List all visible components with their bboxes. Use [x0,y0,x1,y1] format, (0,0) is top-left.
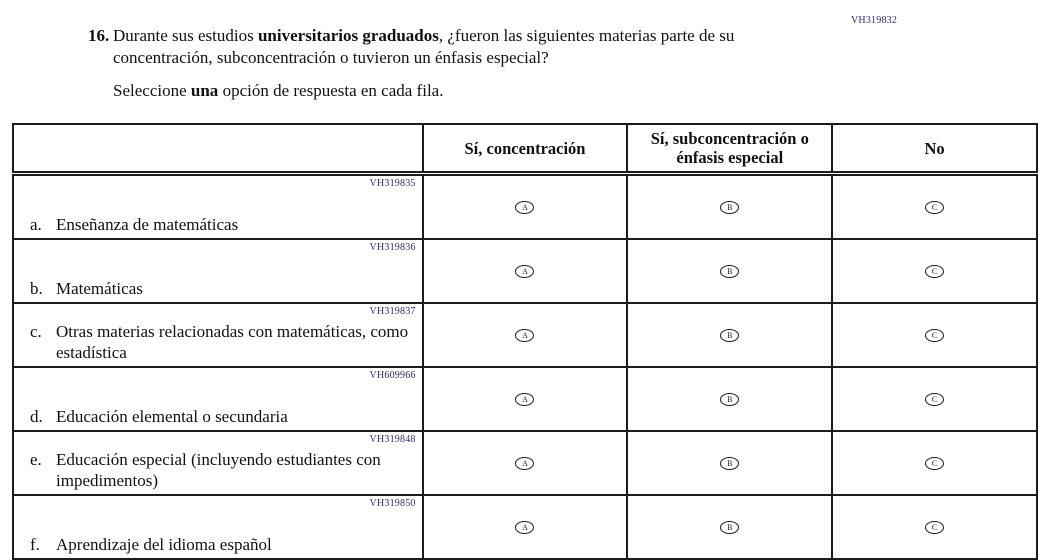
option-cell [832,239,1037,303]
row-text: Educación especial (incluyendo estudiantes con impedimentos) [56,450,381,490]
option-cell [627,367,832,431]
option-bubble-b-row-a[interactable]: B [720,201,739,214]
table-row-f [13,495,1037,559]
row-label-cell [13,431,423,495]
option-cell [423,367,628,431]
option-cell [627,431,832,495]
question-text [113,25,812,68]
row-accession-code: VH319836 [369,242,416,253]
option-cell [832,367,1037,431]
row-label-cell [13,303,423,367]
row-text: Matemáticas [56,279,143,298]
option-bubble-c-row-b[interactable]: C [925,265,944,278]
row-text: Aprendizaje del idioma español [56,535,272,554]
option-cell [627,303,832,367]
table-row-a [13,174,1037,240]
row-accession-code: VH319848 [369,434,416,445]
question-instruction [113,81,812,101]
option-bubble-c-row-f[interactable]: C [925,521,944,534]
row-letter: c. [30,322,42,341]
row-label-cell [13,495,423,559]
option-bubble-b-row-b[interactable]: B [720,265,739,278]
option-cell [832,303,1037,367]
option-bubble-a-row-a[interactable]: A [515,201,534,214]
option-bubble-b-row-d[interactable]: B [720,393,739,406]
option-cell [423,431,628,495]
row-text: Otras materias relacionadas con matemáticas, como estadística [56,322,409,362]
option-bubble-b-row-f[interactable]: B [720,521,739,534]
header-row [13,124,1037,174]
row-accession-code: VH319850 [369,498,416,509]
column-header-no: No [832,124,1037,174]
row-label [30,449,416,491]
option-cell [832,495,1037,559]
text-segment: , ¿fueron las siguientes materias parte de su concentración, subconcentración o tuvieron un énfasis especial? [113,26,735,67]
row-label [30,214,416,235]
row-label-cell [13,367,423,431]
option-cell [423,303,628,367]
option-cell [832,431,1037,495]
table-row-e [13,431,1037,495]
option-bubble-a-row-d[interactable]: A [515,393,534,406]
option-bubble-a-row-c[interactable]: A [515,329,534,342]
table-row-b [13,239,1037,303]
row-label-cell [13,239,423,303]
text-segment: opción de respuesta en cada fila. [218,81,444,100]
row-accession-code: VH319837 [369,306,416,317]
text-segment: universitarios graduados [257,26,439,45]
text-segment: Seleccione [113,81,191,100]
option-cell [627,239,832,303]
column-header-subjects [13,124,423,174]
row-label-cell [13,174,423,240]
row-label [30,321,416,363]
row-letter: b. [30,279,43,298]
question-block [88,25,812,101]
question-accession-code: VH319832 [851,15,898,26]
row-letter: a. [30,215,42,234]
row-accession-code: VH319835 [369,178,416,189]
option-cell [423,174,628,240]
option-bubble-b-row-e[interactable]: B [720,457,739,470]
option-bubble-c-row-d[interactable]: C [925,393,944,406]
text-segment: Durante sus estudios [113,26,258,45]
response-matrix-table [12,123,1038,560]
option-bubble-a-row-e[interactable]: A [515,457,534,470]
row-letter: f. [30,535,40,554]
table-row-c [13,303,1037,367]
text-segment: una [190,81,219,100]
row-label [30,406,416,427]
question-number: 16. [88,26,110,45]
option-bubble-c-row-e[interactable]: C [925,457,944,470]
option-bubble-b-row-c[interactable]: B [720,329,739,342]
row-letter: d. [30,407,43,426]
option-cell [423,239,628,303]
option-bubble-a-row-f[interactable]: A [515,521,534,534]
row-text: Enseñanza de matemáticas [56,215,239,234]
option-bubble-c-row-c[interactable]: C [925,329,944,342]
column-header-si-subconcentracion: Sí, subconcentración o énfasis especial [627,124,832,174]
column-header-si-concentracion: Sí, concentración [423,124,628,174]
table-row-d [13,367,1037,431]
row-accession-code: VH609966 [369,370,416,381]
option-cell [627,495,832,559]
option-cell [423,495,628,559]
option-cell [627,174,832,240]
option-cell [832,174,1037,240]
row-text: Educación elemental o secundaria [56,407,288,426]
row-letter: e. [30,450,42,469]
row-label [30,534,416,555]
option-bubble-c-row-a[interactable]: C [925,201,944,214]
option-bubble-a-row-b[interactable]: A [515,265,534,278]
row-label [30,278,416,299]
